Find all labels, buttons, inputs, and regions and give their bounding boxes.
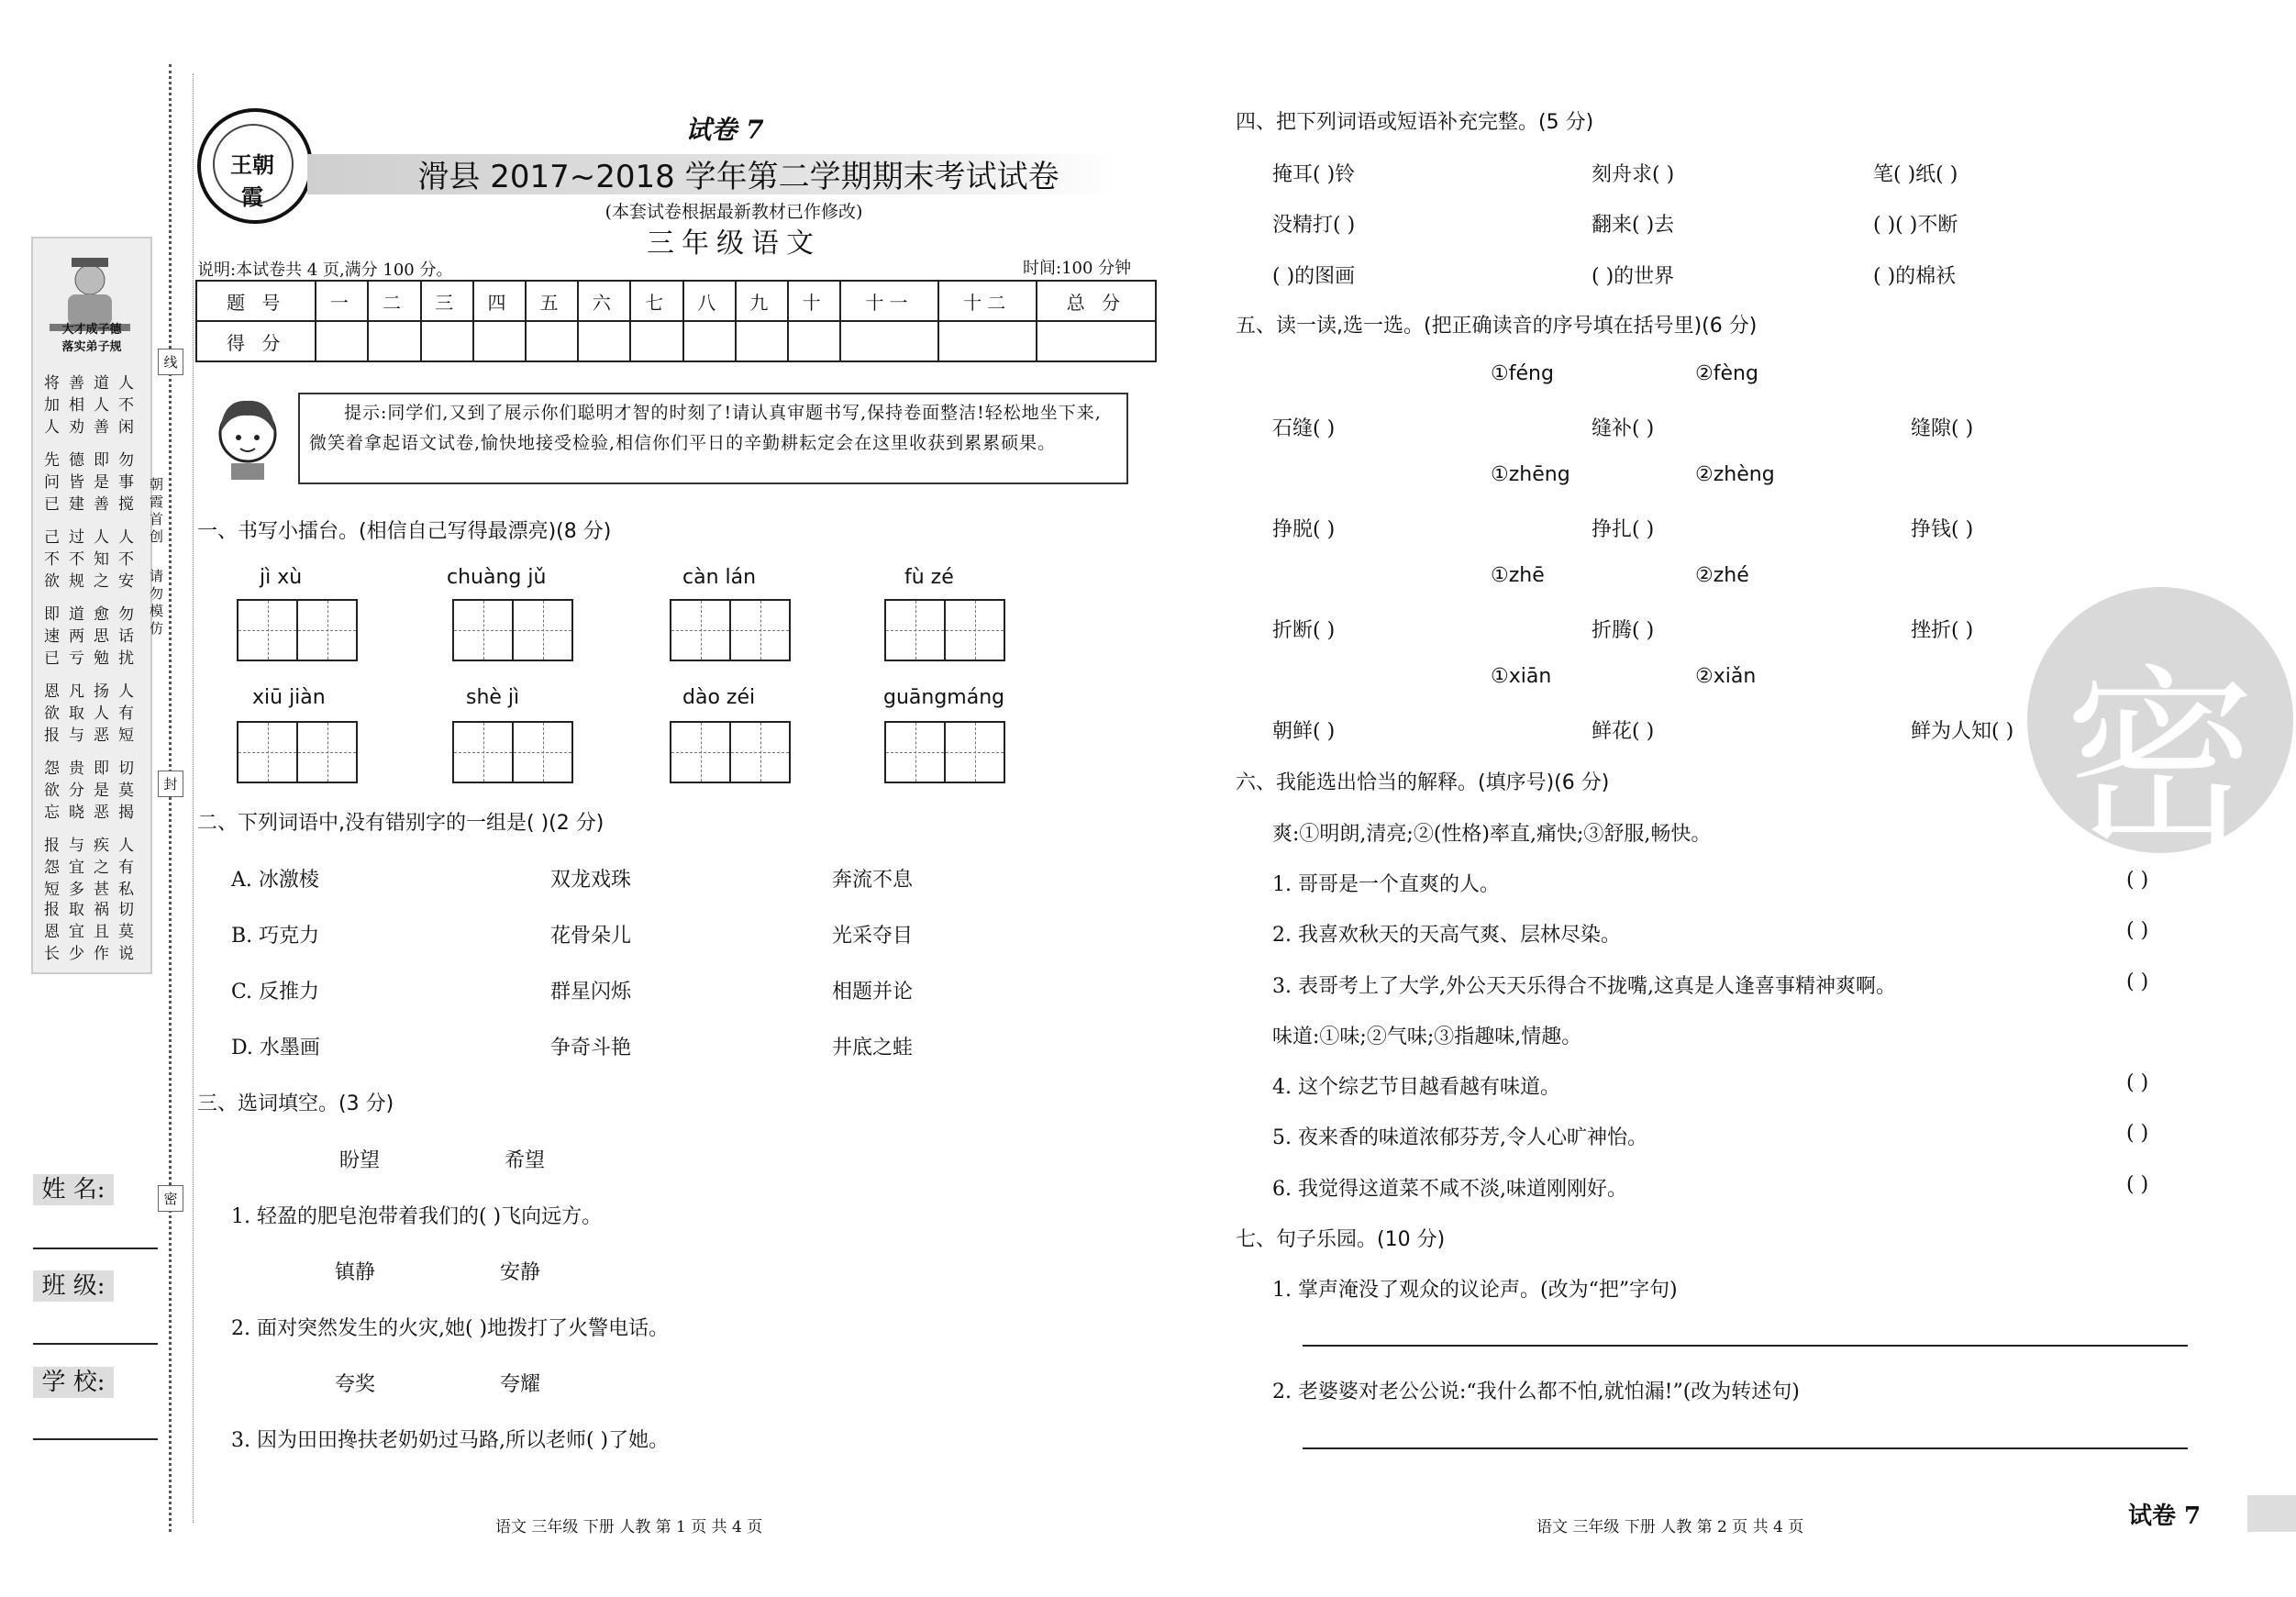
idiom-blank[interactable]: 掩耳( )铃 — [1272, 163, 1356, 186]
answer-line[interactable] — [1303, 1345, 2188, 1347]
writing-grid[interactable] — [452, 599, 573, 661]
section6-heading: 六、我能选出恰当的解释。(填序号)(6 分) — [1236, 771, 1610, 794]
option-word: 井底之蛙 — [832, 1037, 914, 1059]
score-cell: 总 分 — [1037, 281, 1156, 321]
word-blank[interactable]: 挣扎( ) — [1592, 518, 1655, 541]
score-cell: 十二 — [938, 281, 1037, 321]
motto-group: 即道愈勿 速两思话 已亏勉扰 — [44, 605, 143, 668]
pronunciation-option: ①zhēng — [1491, 463, 1570, 486]
definition: 味道:①味;②气味;③指趣味,情趣。 — [1272, 1026, 1582, 1048]
pronunciation-option: ①zhē — [1491, 564, 1545, 587]
idiom-blank[interactable]: 刻舟求( ) — [1592, 163, 1675, 186]
phrase-blank[interactable]: ( )的世界 — [1592, 265, 1675, 288]
phrase-blank[interactable]: ( )的棉袄 — [1873, 265, 1957, 288]
idiom-blank[interactable]: 翻来( )去 — [1592, 214, 1675, 237]
fill-item[interactable]: 3. 因为田田搀扶老奶奶过马路,所以老师( )了她。 — [231, 1429, 670, 1452]
writing-grid[interactable] — [670, 721, 791, 783]
score-header-row — [196, 281, 1156, 321]
score-cell: 二 — [368, 281, 420, 321]
instructions: 说明:本试卷共 4 页,满分 100 分。 — [197, 261, 453, 280]
word-blank[interactable]: 缝补( ) — [1592, 417, 1655, 440]
section3-heading: 三、选词填空。(3 分) — [197, 1092, 394, 1115]
score-entry[interactable] — [683, 321, 736, 361]
pronunciation-option: ②zhé — [1695, 564, 1749, 587]
question-item: 5. 夜来香的味道浓郁芬芳,令人心旷神怡。 — [1272, 1126, 1647, 1149]
choice-word: 安静 — [500, 1261, 541, 1284]
motto-group: 报取祸切 恩宜且莫 长少作说 — [44, 901, 143, 963]
writing-grid[interactable] — [884, 599, 1005, 661]
answer-bracket[interactable]: ( ) — [2126, 1122, 2149, 1145]
section7-heading: 七、句子乐园。(10 分) — [1236, 1228, 1446, 1251]
word-blank[interactable]: 缝隙( ) — [1911, 417, 1974, 440]
tip-box: 提示:同学们,又到了展示你们聪明才智的时刻了!请认真审题书写,保持卷面整洁!轻松地坐下来,微笑着拿起语文试卷,愉快地接受检验,相信你们平日的辛勤耕耘定会在这里收获到累累硕果。 — [298, 393, 1128, 484]
definition: 爽:①明朗,清亮;②(性格)率直,痛快;③舒服,畅快。 — [1272, 823, 1712, 846]
score-entry[interactable] — [630, 321, 682, 361]
writing-grid[interactable] — [670, 599, 791, 661]
binding-tag-secret: 密 — [158, 1185, 183, 1212]
binding-line-inner — [193, 73, 194, 1523]
corner-exam-label: 试卷 7 — [2128, 1503, 2202, 1530]
word-blank[interactable]: 石缝( ) — [1272, 417, 1336, 440]
side-note: 请勿模仿 — [148, 569, 164, 638]
option-word: 争奇斗艳 — [550, 1037, 632, 1059]
choice-word: 希望 — [505, 1149, 546, 1172]
exam-note: (本套试卷根据最新教材已作修改) — [605, 202, 863, 222]
question-item: 2. 我喜欢秋天的天高气爽、层林尽染。 — [1272, 924, 1621, 947]
corner-bar — [2247, 1495, 2296, 1532]
score-entry[interactable] — [421, 321, 473, 361]
score-value-row — [196, 321, 1156, 361]
option-word: 群星闪烁 — [550, 981, 632, 1004]
answer-bracket[interactable]: ( ) — [2126, 919, 2149, 942]
option-c[interactable]: C. 反推力 — [231, 981, 320, 1004]
option-d[interactable]: D. 水墨画 — [231, 1037, 320, 1059]
choice-word: 盼望 — [339, 1149, 381, 1172]
fill-item[interactable]: 2. 面对突然发生的火灾,她( )地拨打了火警电话。 — [231, 1317, 670, 1340]
name-label: 姓 名: — [33, 1174, 114, 1205]
idiom-blank[interactable]: 没精打( ) — [1272, 214, 1356, 237]
score-cell: 题 号 — [196, 281, 316, 321]
word-blank[interactable]: 朝鲜( ) — [1272, 720, 1336, 743]
page-footer-left: 语文 三年级 下册 人教 第 1 页 共 4 页 — [495, 1518, 763, 1536]
score-entry[interactable] — [316, 321, 368, 361]
pinyin-label: dào zéi — [682, 686, 756, 709]
sentence-task: 2. 老婆婆对老公公说:“我什么都不怕,就怕漏!”(改为转述句) — [1272, 1381, 1800, 1403]
score-cell: 一 — [316, 281, 368, 321]
word-blank[interactable]: 折腾( ) — [1592, 619, 1655, 642]
exam-label: 试卷 7 — [685, 115, 764, 145]
word-blank[interactable]: 鲜花( ) — [1592, 720, 1655, 743]
pinyin-label: càn lán — [682, 566, 757, 589]
question-item: 3. 表哥考上了大学,外公天天乐得合不拢嘴,这真是人逢喜事精神爽啊。 — [1272, 975, 1896, 998]
motto-group: 恩凡扬人 欲取人有 报与恶短 — [44, 682, 143, 745]
section5-heading: 五、读一读,选一选。(把正确读音的序号填在括号里)(6 分) — [1236, 315, 1758, 338]
motto-group: 己过人人 不不知不 欲规之安 — [44, 528, 143, 591]
pronunciation-option: ②xiǎn — [1695, 665, 1757, 688]
score-entry[interactable] — [938, 321, 1037, 361]
section1-heading: 一、书写小擂台。(相信自己写得最漂亮)(8 分) — [197, 520, 612, 543]
question-item: 6. 我觉得这道菜不咸不淡,味道刚刚好。 — [1272, 1178, 1627, 1201]
score-entry[interactable] — [526, 321, 578, 361]
motto-title: 大才成子德 落实弟子规 — [61, 323, 122, 354]
score-entry[interactable] — [840, 321, 938, 361]
score-entry[interactable] — [788, 321, 840, 361]
pinyin-label: jì xù — [260, 566, 303, 589]
answer-bracket[interactable]: ( ) — [2126, 970, 2149, 993]
idiom-blank[interactable]: 笔( )纸( ) — [1873, 163, 1958, 186]
motto-group: 将善道人 加相人不 人劝善闲 — [44, 374, 143, 437]
secret-seal-char: 密 — [2064, 648, 2257, 872]
option-b[interactable]: B. 巧克力 — [231, 925, 320, 948]
pinyin-label: shè jì — [466, 686, 520, 709]
pinyin-label: fù zé — [904, 566, 954, 589]
motto-group: 先德即勿 问皆是事 已建善搅 — [44, 451, 143, 514]
exam-subject: 三年级语文 — [647, 227, 821, 260]
pronunciation-option: ①féng — [1491, 362, 1554, 385]
idiom-blank[interactable]: ( )( )不断 — [1873, 214, 1958, 237]
side-note: 朝霞首创 — [148, 477, 164, 547]
pronunciation-option: ②zhèng — [1695, 463, 1775, 486]
score-cell: 八 — [683, 281, 736, 321]
word-blank[interactable]: 挣脱( ) — [1272, 518, 1336, 541]
pronunciation-option: ②fèng — [1695, 362, 1758, 385]
word-blank[interactable]: 鲜为人知( ) — [1911, 720, 2014, 743]
name-field[interactable] — [33, 1248, 158, 1249]
score-cell: 九 — [736, 281, 788, 321]
page-footer-right: 语文 三年级 下册 人教 第 2 页 共 4 页 — [1536, 1518, 1804, 1536]
score-cell: 十一 — [840, 281, 938, 321]
score-entry[interactable] — [368, 321, 420, 361]
writing-grid[interactable] — [452, 721, 573, 783]
answer-bracket[interactable]: ( ) — [2126, 869, 2149, 892]
score-cell: 六 — [578, 281, 630, 321]
score-cell: 三 — [421, 281, 473, 321]
score-cell: 四 — [473, 281, 526, 321]
score-cell: 七 — [630, 281, 682, 321]
option-word: 光采夺目 — [832, 925, 914, 948]
pinyin-label: xiū jiàn — [252, 686, 326, 709]
class-label: 班 级: — [33, 1270, 114, 1302]
score-entry[interactable] — [736, 321, 788, 361]
choice-word: 镇静 — [335, 1261, 376, 1284]
answer-line[interactable] — [1303, 1447, 2188, 1449]
pinyin-label: guāngmáng — [883, 686, 1005, 709]
school-label: 学 校: — [33, 1367, 114, 1398]
school-field[interactable] — [33, 1438, 158, 1440]
score-entry[interactable] — [473, 321, 526, 361]
time-limit: 时间:100 分钟 — [1023, 259, 1132, 278]
question-item: 1. 哥哥是一个直爽的人。 — [1272, 873, 1500, 896]
phrase-blank[interactable]: ( )的图画 — [1272, 265, 1356, 288]
girl-face-icon — [211, 390, 284, 482]
word-blank[interactable]: 挫折( ) — [1911, 619, 1974, 642]
logo-text: 王朝霞 — [230, 151, 274, 210]
section2-heading: 二、下列词语中,没有错别字的一组是( )(2 分) — [197, 812, 605, 835]
option-word: 花骨朵儿 — [550, 925, 632, 948]
fill-item[interactable]: 1. 轻盈的肥皂泡带着我们的( )飞向远方。 — [231, 1205, 603, 1228]
writing-grid[interactable] — [237, 599, 358, 661]
score-entry[interactable] — [578, 321, 630, 361]
word-blank[interactable]: 折断( ) — [1272, 619, 1336, 642]
question-item: 4. 这个综艺节目越看越有味道。 — [1272, 1076, 1560, 1099]
score-cell: 十 — [788, 281, 840, 321]
option-word: 奔流不息 — [832, 869, 914, 892]
binding-tag-line: 线 — [158, 349, 183, 375]
class-field[interactable] — [33, 1343, 158, 1345]
score-entry[interactable] — [1037, 321, 1156, 361]
motto-group: 怨贵即切 欲分是莫 忘晓恶揭 — [44, 760, 143, 822]
option-a[interactable]: A. 冰激棱 — [231, 869, 319, 892]
choice-word: 夸奖 — [335, 1373, 376, 1396]
writing-grid[interactable] — [237, 721, 358, 783]
score-table — [195, 280, 1157, 362]
sentence-task: 1. 掌声淹没了观众的议论声。(改为“把”字句) — [1272, 1279, 1678, 1302]
answer-bracket[interactable]: ( ) — [2126, 1173, 2149, 1196]
section4-heading: 四、把下列词语或短语补充完整。(5 分) — [1236, 111, 1594, 134]
answer-bracket[interactable]: ( ) — [2126, 1071, 2149, 1094]
word-blank[interactable]: 挣钱( ) — [1911, 518, 1974, 541]
pronunciation-option: ①xiān — [1491, 665, 1552, 688]
writing-grid[interactable] — [884, 721, 1005, 783]
option-word: 相题并论 — [832, 981, 914, 1004]
page-title: 滑县 2017~2018 学年第二学期期末考试试卷 — [417, 159, 1059, 195]
motto-group: 报与疾人 怨宜之有 短多甚私 — [44, 837, 143, 899]
choice-word: 夸耀 — [500, 1373, 541, 1396]
score-cell: 五 — [526, 281, 578, 321]
pinyin-label: chuàng jǔ — [447, 566, 547, 589]
score-row-label: 得 分 — [196, 321, 316, 361]
binding-tag-seal: 封 — [158, 771, 183, 797]
binding-line — [169, 64, 172, 1532]
option-word: 双龙戏珠 — [550, 869, 632, 892]
